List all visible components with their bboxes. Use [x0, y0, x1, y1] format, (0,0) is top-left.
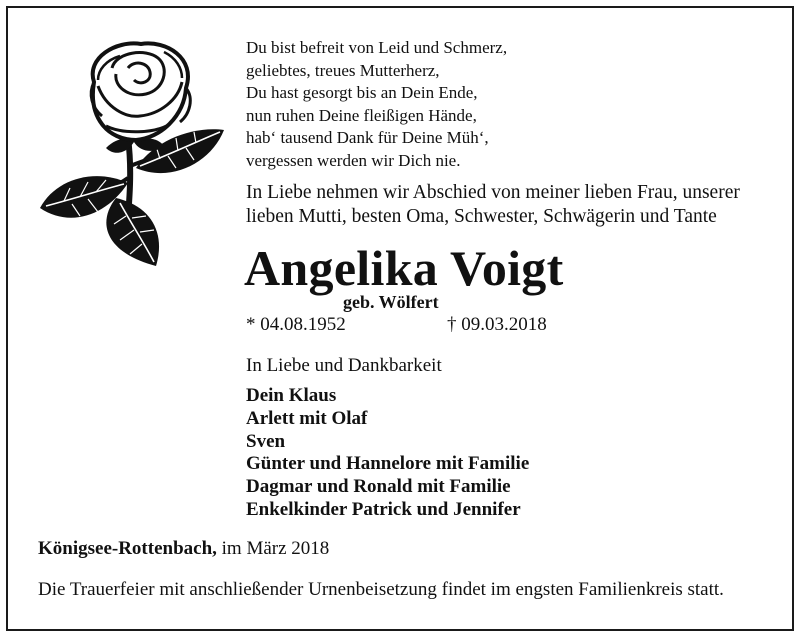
maiden-name: geb. Wölfert — [343, 292, 439, 312]
rose-icon — [36, 38, 226, 268]
mourner: Enkelkinder Patrick und Jennifer — [246, 498, 521, 520]
birth-date: * 04.08.1952 — [246, 314, 346, 335]
funeral-note: Die Trauerfeier mit anschließender Urnenbeisetzung findet im engsten Familienkreis statt. — [38, 579, 724, 600]
mourner: Dein Klaus — [246, 385, 337, 406]
farewell-text — [246, 181, 740, 229]
poem-line: Du hast gesorgt bis an Dein Ende, — [246, 83, 478, 103]
farewell-line: lieben Mutti, besten Oma, Schwester, Schwägerin und Tante — [246, 206, 717, 227]
place-month: im März 2018 — [221, 538, 330, 559]
poem-line: vergessen werden wir Dich nie. — [246, 150, 461, 170]
mourners-list — [246, 385, 529, 522]
mourner: Sven — [246, 430, 286, 452]
poem-line: geliebtes, treues Mutterherz, — [246, 60, 440, 80]
mourner: Arlett mit Olaf — [246, 407, 368, 429]
place-date — [38, 538, 329, 560]
mourner: Dagmar und Ronald mit Familie — [246, 476, 511, 498]
poem-line: Du bist befreit von Leid und Schmerz, — [246, 38, 508, 57]
place-town: Königsee-Rottenbach, — [38, 538, 217, 559]
farewell-line: In Liebe nehmen wir Abschied von meiner lieben Frau, unserer — [246, 182, 740, 203]
poem-line: nun ruhen Deine fleißigen Hände, — [246, 105, 477, 125]
mourner: Günter und Hannelore mit Familie — [246, 453, 530, 475]
poem — [246, 37, 507, 173]
deceased-name: Angelika Voigt — [244, 240, 564, 296]
death-date: † 09.03.2018 — [447, 314, 547, 335]
poem-line: hab‘ tausend Dank für Deine Müh‘, — [246, 128, 489, 148]
closing-phrase: In Liebe und Dankbarkeit — [246, 355, 442, 376]
